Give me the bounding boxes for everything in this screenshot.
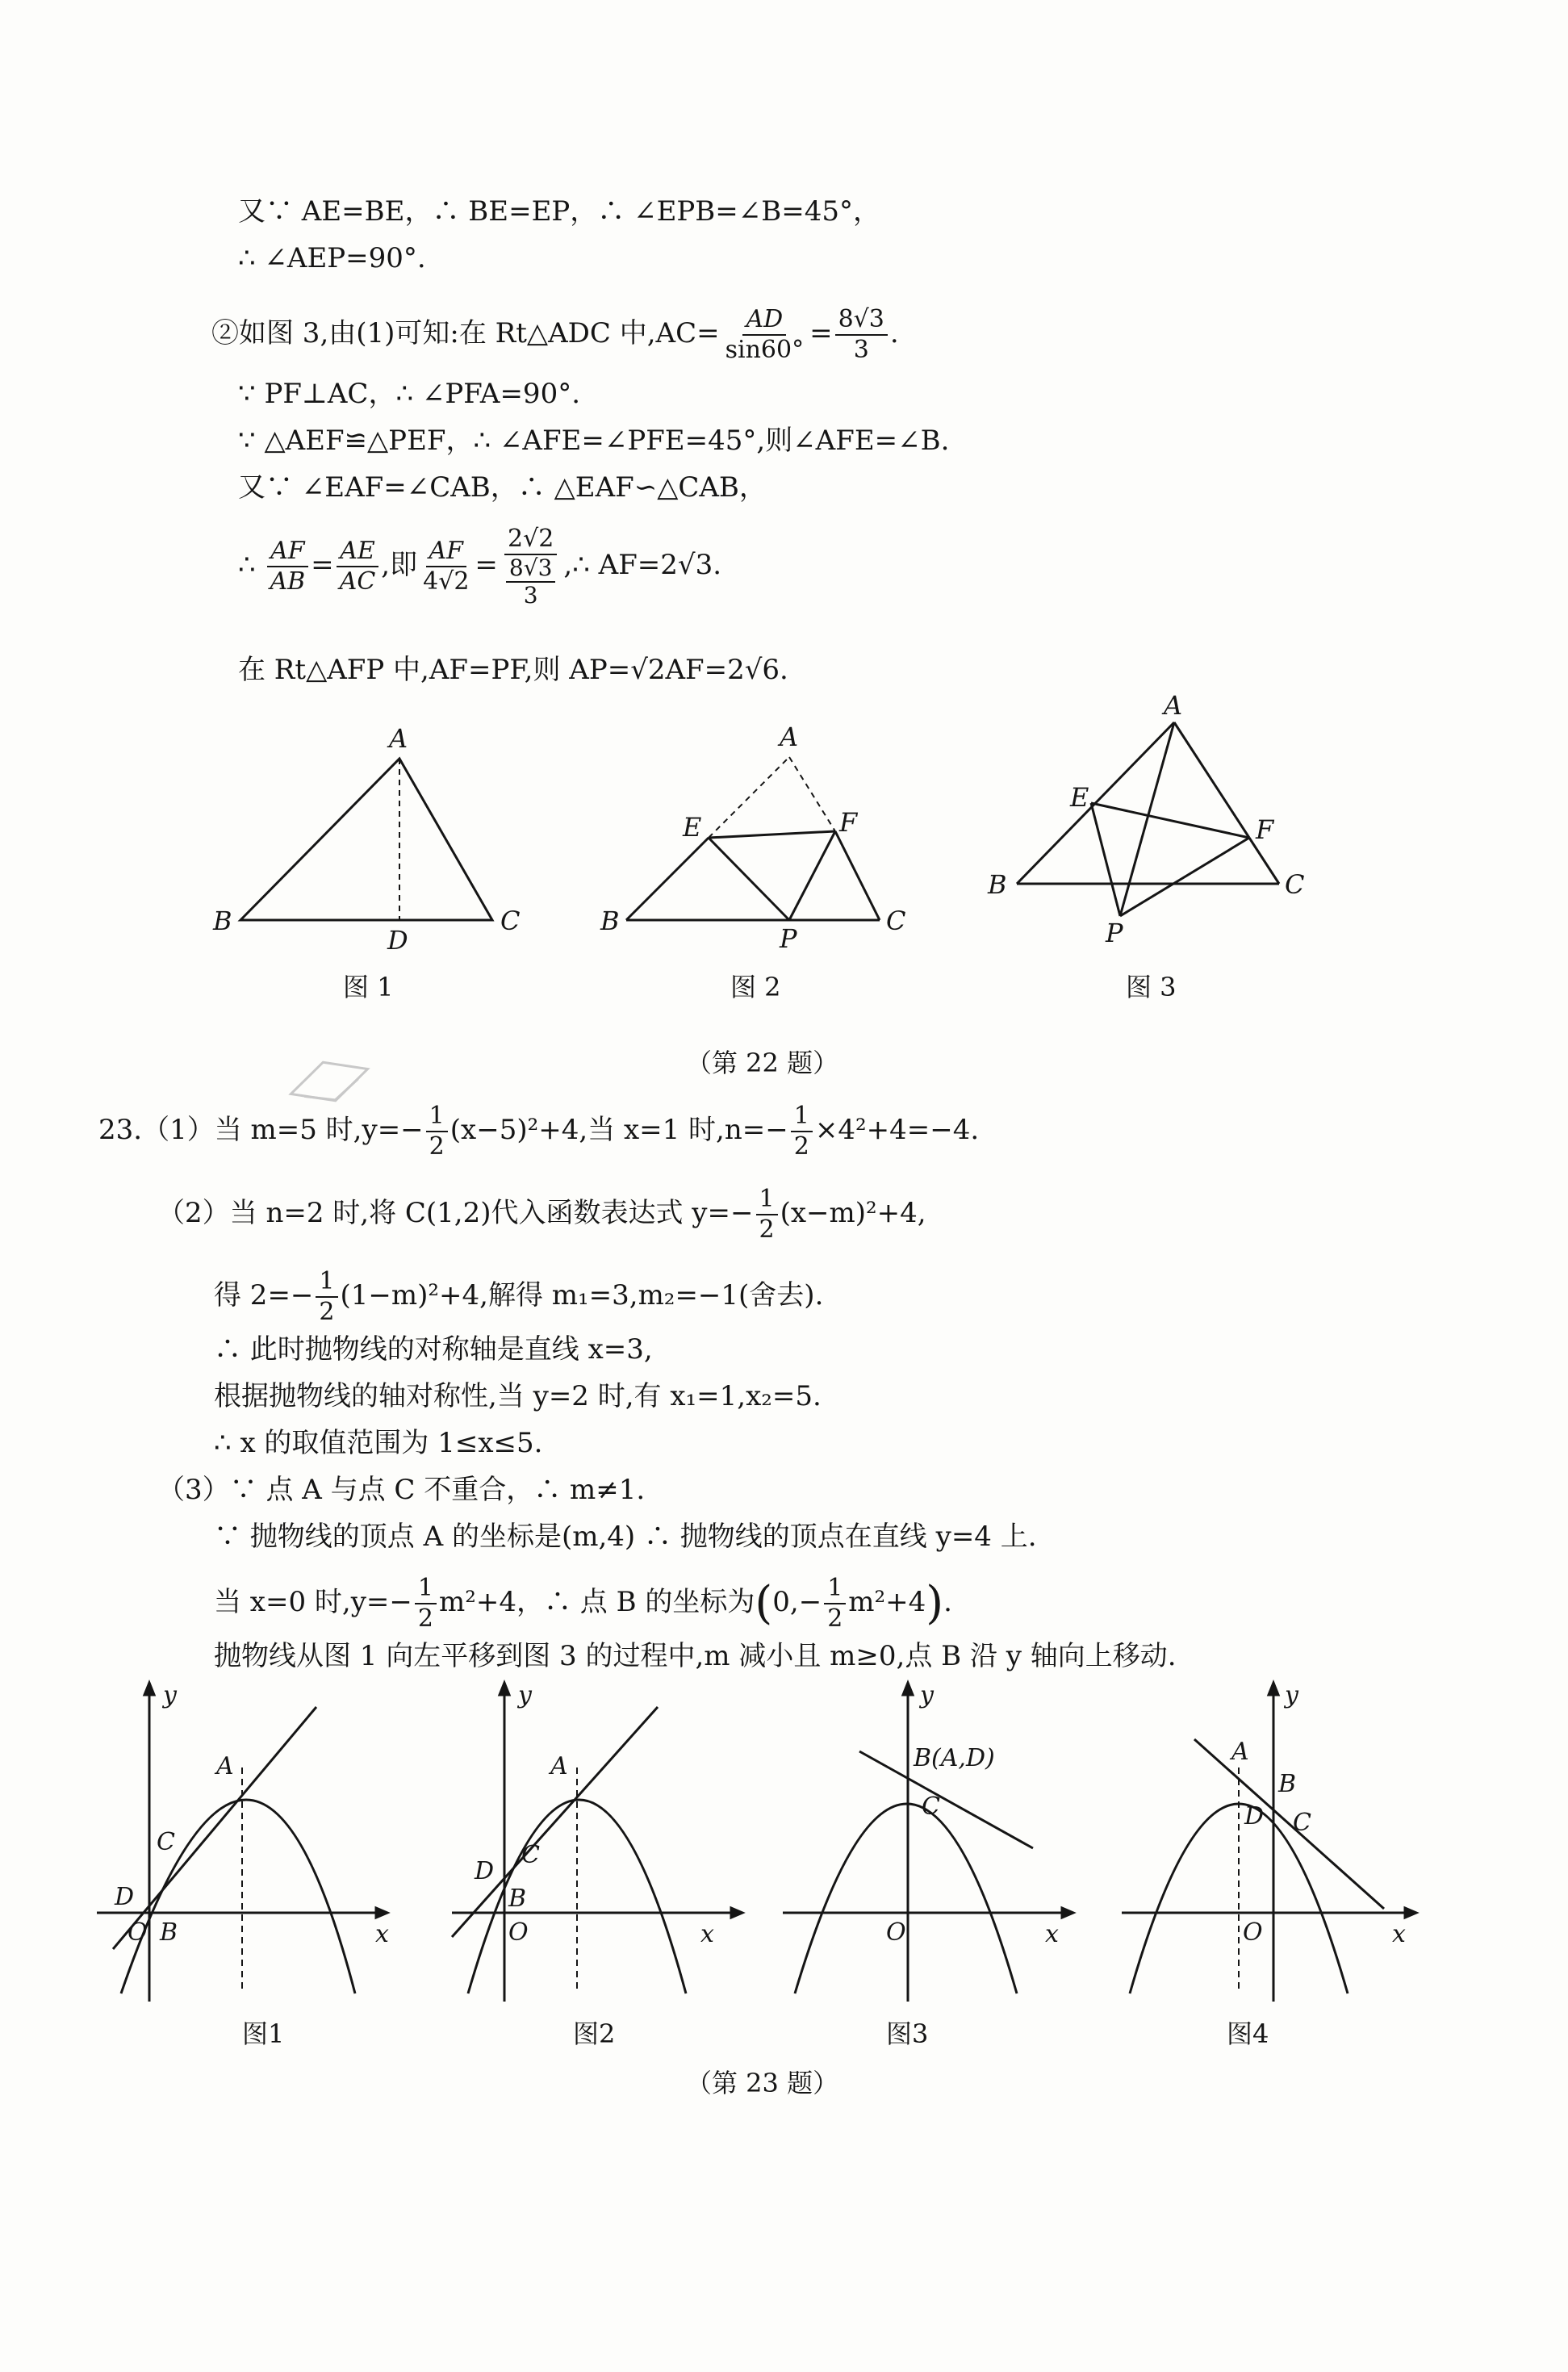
q23-f3-label-O: O <box>886 1918 906 1947</box>
q23-f2-label-A: A <box>550 1752 568 1780</box>
q23-line-4: ∴ 此时抛物线的对称轴是直线 x=3, <box>214 1333 653 1366</box>
q23-f4-label-A: A <box>1231 1738 1249 1766</box>
q22-f2-label-B: B <box>600 906 620 936</box>
q23-figure-2 <box>444 1671 759 2010</box>
q22-fig3-caption: 图 3 <box>1126 972 1177 1002</box>
q22-f1-label-C: C <box>500 906 521 936</box>
q22-fig1-caption: 图 1 <box>343 972 394 1002</box>
q23-line-3: 得 2=− $\frac{1}{2}$ (1−m)²+4,解得 m₁=3,m₂=−1(舍去). <box>214 1267 824 1326</box>
q23-f1-label-y: y <box>163 1681 177 1709</box>
q22-line-8: 在 Rt△AFP 中,AF=PF,则 AP=√2AF=2√6. <box>238 654 788 686</box>
q22-figure-1 <box>202 718 549 960</box>
q22-line-6: 又∵ ∠EAF=∠CAB，∴ △EAF∽△CAB， <box>238 471 767 504</box>
q22-f3-label-E: E <box>1070 782 1089 813</box>
q23-line-2: （2）当 n=2 时,将 C(1,2)代入函数表达式 y=− $\frac{1}{2}$ (x−m)²+4, <box>157 1185 926 1244</box>
q22-f3-label-C: C <box>1285 869 1305 900</box>
q22-f3-label-B: B <box>988 869 1007 900</box>
q23-f4-label-O: O <box>1243 1918 1263 1947</box>
q23-f4-label-y: y <box>1285 1681 1298 1709</box>
q22-f2-label-P: P <box>780 923 797 954</box>
q22-f3-label-A: A <box>1164 690 1183 721</box>
q23-f1-label-O: O <box>128 1918 148 1947</box>
q23-line-10: 抛物线从图 1 向左平移到图 3 的过程中,m 减小且 m≥0,点 B 沿 y 轴向上移动. <box>214 1640 1177 1672</box>
q23-figure-1 <box>89 1671 403 2010</box>
q23-fig4-caption: 图4 <box>1227 2019 1269 2049</box>
q22-f1-label-B: B <box>213 906 232 936</box>
q22-fig2-caption: 图 2 <box>730 972 781 1002</box>
q23-figure-4 <box>1114 1671 1436 2010</box>
q22-caption: （第 22 题） <box>686 1048 839 1078</box>
q23-f3-label-x: x <box>1045 1920 1059 1948</box>
q22-figure-3 <box>985 690 1323 960</box>
q22-line-4: ∵ PF⊥AC，∴ ∠PFA=90°. <box>238 378 581 410</box>
q23-line-7: （3）∵ 点 A 与点 C 不重合，∴ m≠1. <box>157 1474 646 1506</box>
q22-line-3: ②如图 3,由(1)可知:在 Rt△ADC 中,AC= $\frac{AD}{\sin 60^\circ}$ = $\frac{8√3}{3}$ . <box>211 305 899 364</box>
q23-caption: （第 23 题） <box>686 2068 839 2098</box>
q23-f1-label-A: A <box>216 1752 234 1780</box>
q23-line-6: ∴ x 的取值范围为 1≤x≤5. <box>214 1427 543 1459</box>
q22-figure-2 <box>597 718 936 960</box>
q22-line-1: 又∵ AE=BE，∴ BE=EP，∴ ∠EPB=∠B=45°， <box>238 195 880 228</box>
q23-f4-label-B: B <box>1278 1770 1297 1798</box>
q22-f2-label-C: C <box>886 906 906 936</box>
q22-line-5: ∵ △AEF≌△PEF，∴ ∠AFE=∠PFE=45°,则∠AFE=∠B. <box>238 425 950 457</box>
q23-f1-label-x: x <box>375 1920 389 1948</box>
q22-f3-label-P: P <box>1106 918 1123 948</box>
q22-f3-label-F: F <box>1256 814 1274 845</box>
q22-line-2: ∴ ∠AEP=90°. <box>238 242 426 274</box>
q23-f2-label-C: C <box>521 1841 540 1869</box>
q23-fig2-caption: 图2 <box>573 2019 616 2049</box>
q23-f1-label-C: C <box>157 1828 175 1856</box>
q23-line-9: 当 x=0 时,y=− $\frac{1}{2}$ m²+4，∴ 点 B 的坐标为(0,− $\frac{1}{2}$ m²+4). <box>214 1574 952 1633</box>
q22-f2-label-E: E <box>683 812 702 843</box>
q23-f3-label-y: y <box>920 1681 934 1709</box>
q23-f4-label-x: x <box>1392 1920 1406 1948</box>
q23-f2-label-y: y <box>518 1681 532 1709</box>
q22-f1-label-A: A <box>389 723 408 754</box>
q22-f2-label-A: A <box>780 722 799 752</box>
q23-f2-label-x: x <box>700 1920 714 1948</box>
q23-f1-label-D: D <box>115 1883 135 1911</box>
q23-f2-label-B: B <box>508 1885 527 1913</box>
q23-fig3-caption: 图3 <box>886 2019 929 2049</box>
q22-f1-label-D: D <box>387 925 408 956</box>
q23-fig1-caption: 图1 <box>242 2019 285 2049</box>
q22-line-7: ∴ $\frac{AF}{AB}$ = $\frac{AE}{AC}$ ,即 $\frac{AF}{4√2}$ = $\frac{2√2}{\frac{8√3}{3}}$ ,∴ AF=2√3. <box>238 525 722 609</box>
q23-f2-label-O: O <box>508 1918 529 1947</box>
q23-f4-label-D: D <box>1244 1802 1265 1830</box>
q23-line-1: 23.（1）当 m=5 时,y=− $\frac{1}{2}$ (x−5)²+4,当 x=1 时,n=− $\frac{1}{2}$ ×4²+4=−4. <box>98 1102 980 1161</box>
q22-f2-label-F: F <box>839 807 858 838</box>
q23-line-5: 根据抛物线的轴对称性,当 y=2 时,有 x₁=1,x₂=5. <box>214 1380 822 1412</box>
q23-line-8: ∵ 抛物线的顶点 A 的坐标是(m,4) ∴ 抛物线的顶点在直线 y=4 上. <box>214 1521 1037 1553</box>
q23-f3-label-C: C <box>922 1793 940 1821</box>
q23-figure-3 <box>775 1671 1098 2010</box>
q23-f4-label-C: C <box>1293 1809 1311 1837</box>
q23-f1-label-B: B <box>160 1918 178 1947</box>
q23-f2-label-D: D <box>475 1857 495 1885</box>
q23-f3-label-BAD: B(A,D) <box>914 1744 995 1772</box>
